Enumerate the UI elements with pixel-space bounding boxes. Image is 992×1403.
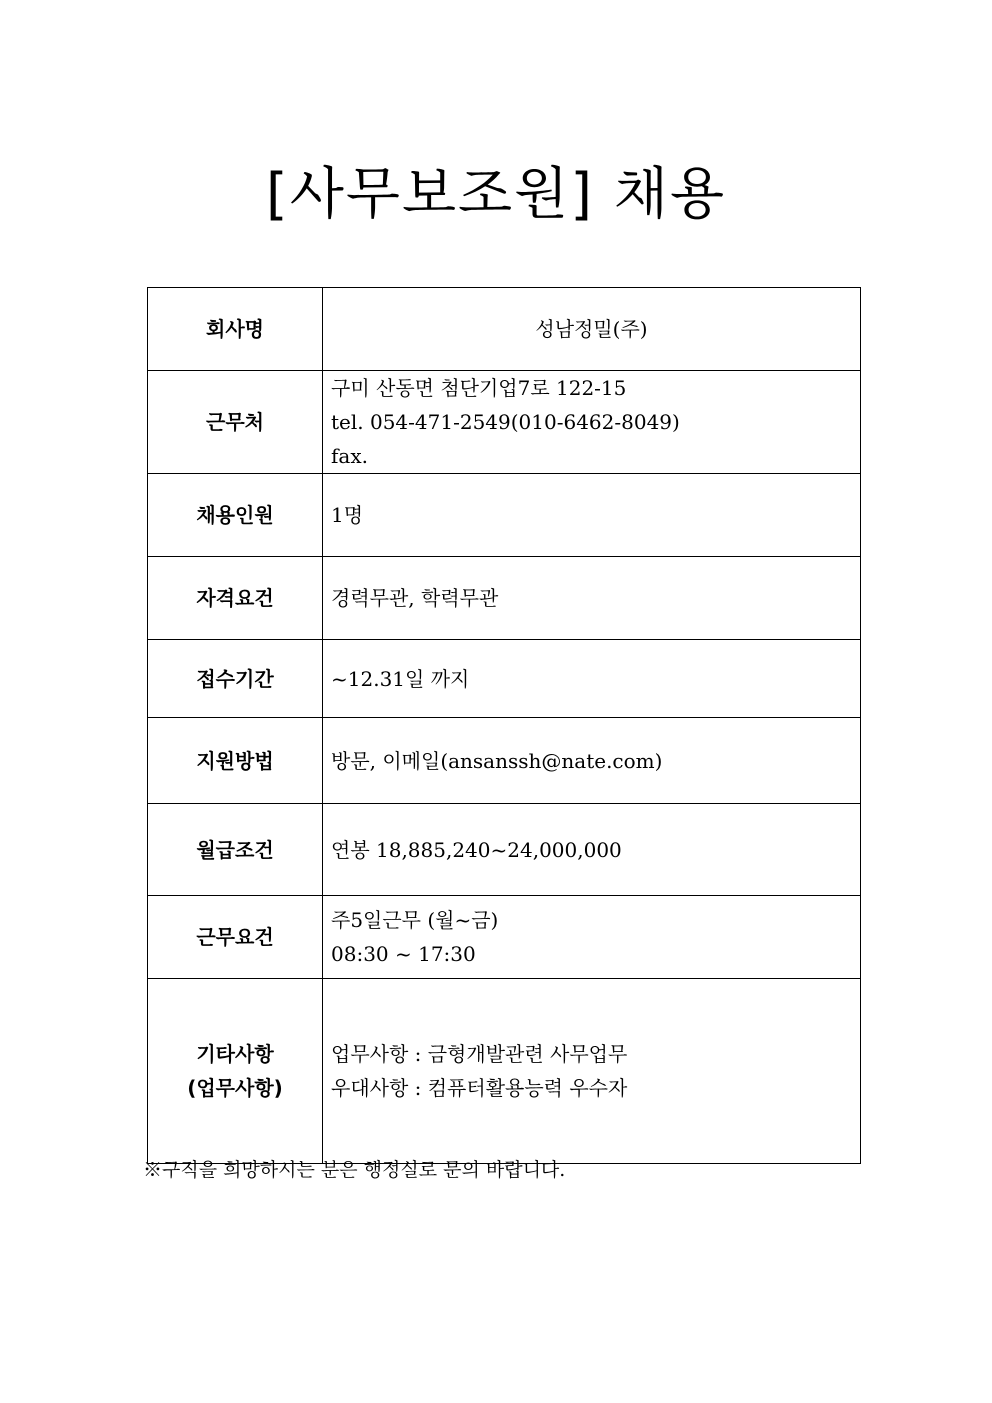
application-period-value: ~12.31일 까지 <box>331 666 470 691</box>
row-value-headcount <box>323 474 861 557</box>
row-label-work-conditions: 근무요건 <box>148 896 323 979</box>
row-value-company <box>323 288 861 371</box>
table-row <box>148 896 861 979</box>
row-value-application-period <box>323 640 861 718</box>
row-label-application-period: 접수기간 <box>148 640 323 718</box>
row-value-qualifications <box>323 557 861 640</box>
row-label-headcount: 채용인원 <box>148 474 323 557</box>
salary-value: 연봉 18,885,240~24,000,000 <box>331 837 622 862</box>
other-label-line2: (업무사항) <box>187 1076 283 1100</box>
row-label-qualifications: 자격요건 <box>148 557 323 640</box>
table-row <box>148 979 861 1164</box>
row-value-work-conditions <box>323 896 861 979</box>
job-posting-table <box>147 287 861 1164</box>
duties-value: 업무사항 : 금형개발관련 사무업무 <box>331 1042 628 1066</box>
table-row <box>148 288 861 371</box>
workplace-tel: tel. 054-471-2549(010-6462-8049) <box>331 410 680 434</box>
workplace-fax: fax. <box>331 444 368 468</box>
row-label-salary: 월급조건 <box>148 804 323 896</box>
work-hours: 08:30 ~ 17:30 <box>331 942 476 966</box>
row-value-workplace <box>323 371 861 474</box>
company-name: 성남정밀(주) <box>535 317 648 341</box>
table-row <box>148 718 861 804</box>
apply-method-value: 방문, 이메일(ansanssh@nate.com) <box>331 748 663 773</box>
preference-value: 우대사항 : 컴퓨터활용능력 우수자 <box>331 1076 628 1100</box>
table-row <box>148 557 861 640</box>
row-label-company: 회사명 <box>148 288 323 371</box>
row-label-workplace: 근무처 <box>148 371 323 474</box>
table-row <box>148 640 861 718</box>
row-label-apply-method: 지원방법 <box>148 718 323 804</box>
row-label-other <box>148 979 323 1164</box>
row-value-other <box>323 979 861 1164</box>
table-row <box>148 474 861 557</box>
qualifications-value: 경력무관, 학력무관 <box>331 586 499 610</box>
table-row <box>148 371 861 474</box>
footnote: ※구직을 희망하시는 분은 행정실로 문의 바랍니다. <box>143 1159 566 1181</box>
row-value-salary <box>323 804 861 896</box>
row-value-apply-method <box>323 718 861 804</box>
workplace-address: 구미 산동면 첨단기업7로 122-15 <box>331 376 627 400</box>
other-label-line1: 기타사항 <box>196 1042 274 1066</box>
headcount-value: 1명 <box>331 503 364 527</box>
table-row <box>148 804 861 896</box>
page-title: [사무보조원] 채용 <box>265 162 727 227</box>
work-days: 주5일근무 (월~금) <box>331 908 499 932</box>
